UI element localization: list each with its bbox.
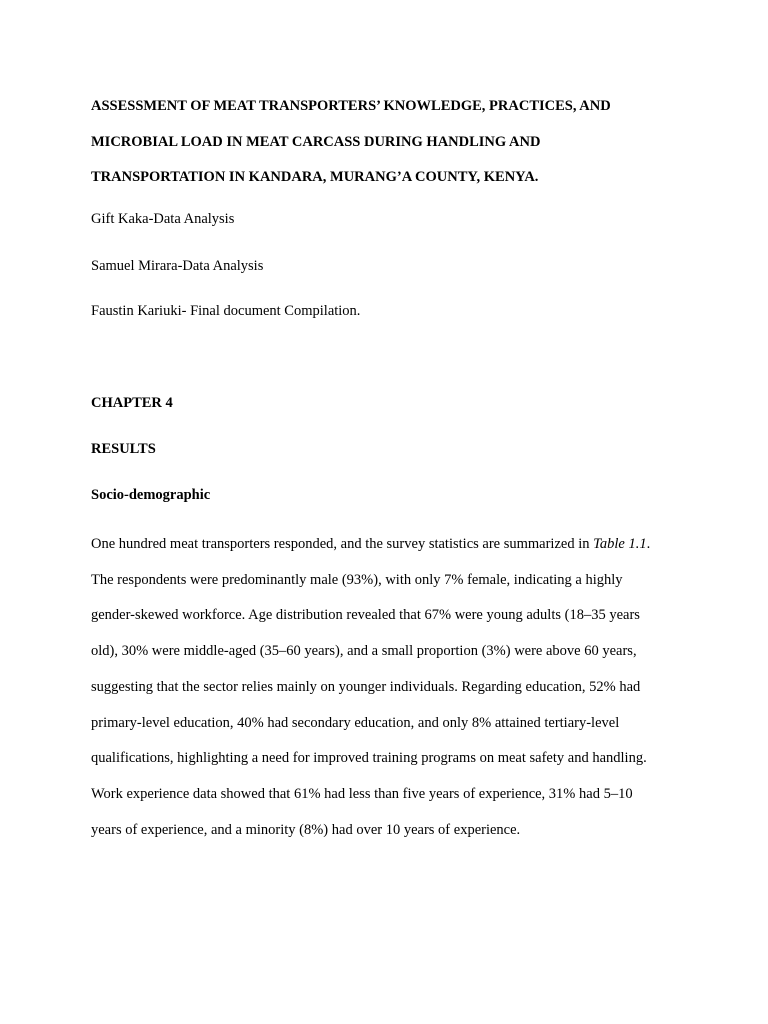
author-line: Faustin Kariuki- Final document Compilation.: [91, 303, 361, 319]
author-line: Samuel Mirara-Data Analysis: [91, 258, 264, 274]
chapter-heading: CHAPTER 4: [91, 395, 173, 411]
section-heading: RESULTS: [91, 441, 156, 457]
paragraph-line: years of experience, and a minority (8%) had over 10 years of experience.: [91, 821, 521, 838]
results-paragraph: [91, 527, 691, 848]
paragraph-line: The respondents were predominantly male (93%), with only 7% female, indicating a highly: [91, 571, 623, 588]
table-reference: Table 1.1: [593, 536, 647, 552]
subsection-heading: Socio-demographic: [91, 487, 211, 503]
paragraph-line: gender-skewed workforce. Age distribution revealed that 67% were young adults (18–35 years: [91, 607, 640, 624]
title-line: ASSESSMENT OF MEAT TRANSPORTERS’ KNOWLEDGE, PRACTICES, AND: [91, 98, 611, 114]
paragraph-line: suggesting that the sector relies mainly on younger individuals. Regarding education, 52% had: [91, 678, 641, 695]
author-line: Gift Kaka-Data Analysis: [91, 211, 235, 227]
paragraph-line: [91, 527, 691, 563]
paragraph-line: Work experience data showed that 61% had less than five years of experience, 31% had 5–10: [91, 785, 633, 802]
paragraph-line: primary-level education, 40% had secondary education, and only 8% attained tertiary-level: [91, 714, 620, 731]
paragraph-line: old), 30% were middle-aged (35–60 years), and a small proportion (3%) were above 60 years,: [91, 643, 637, 660]
paragraph-line: qualifications, highlighting a need for improved training programs on meat safety and handling.: [91, 750, 647, 767]
title-line: TRANSPORTATION IN KANDARA, MURANG’A COUNTY, KENYA.: [91, 169, 539, 186]
title-line: MICROBIAL LOAD IN MEAT CARCASS DURING HANDLING AND: [91, 133, 541, 150]
paragraph-text: One hundred meat transporters responded, and the survey statistics are summarized in: [91, 536, 594, 552]
document-title: [91, 89, 691, 196]
paragraph-text: .: [646, 536, 651, 552]
